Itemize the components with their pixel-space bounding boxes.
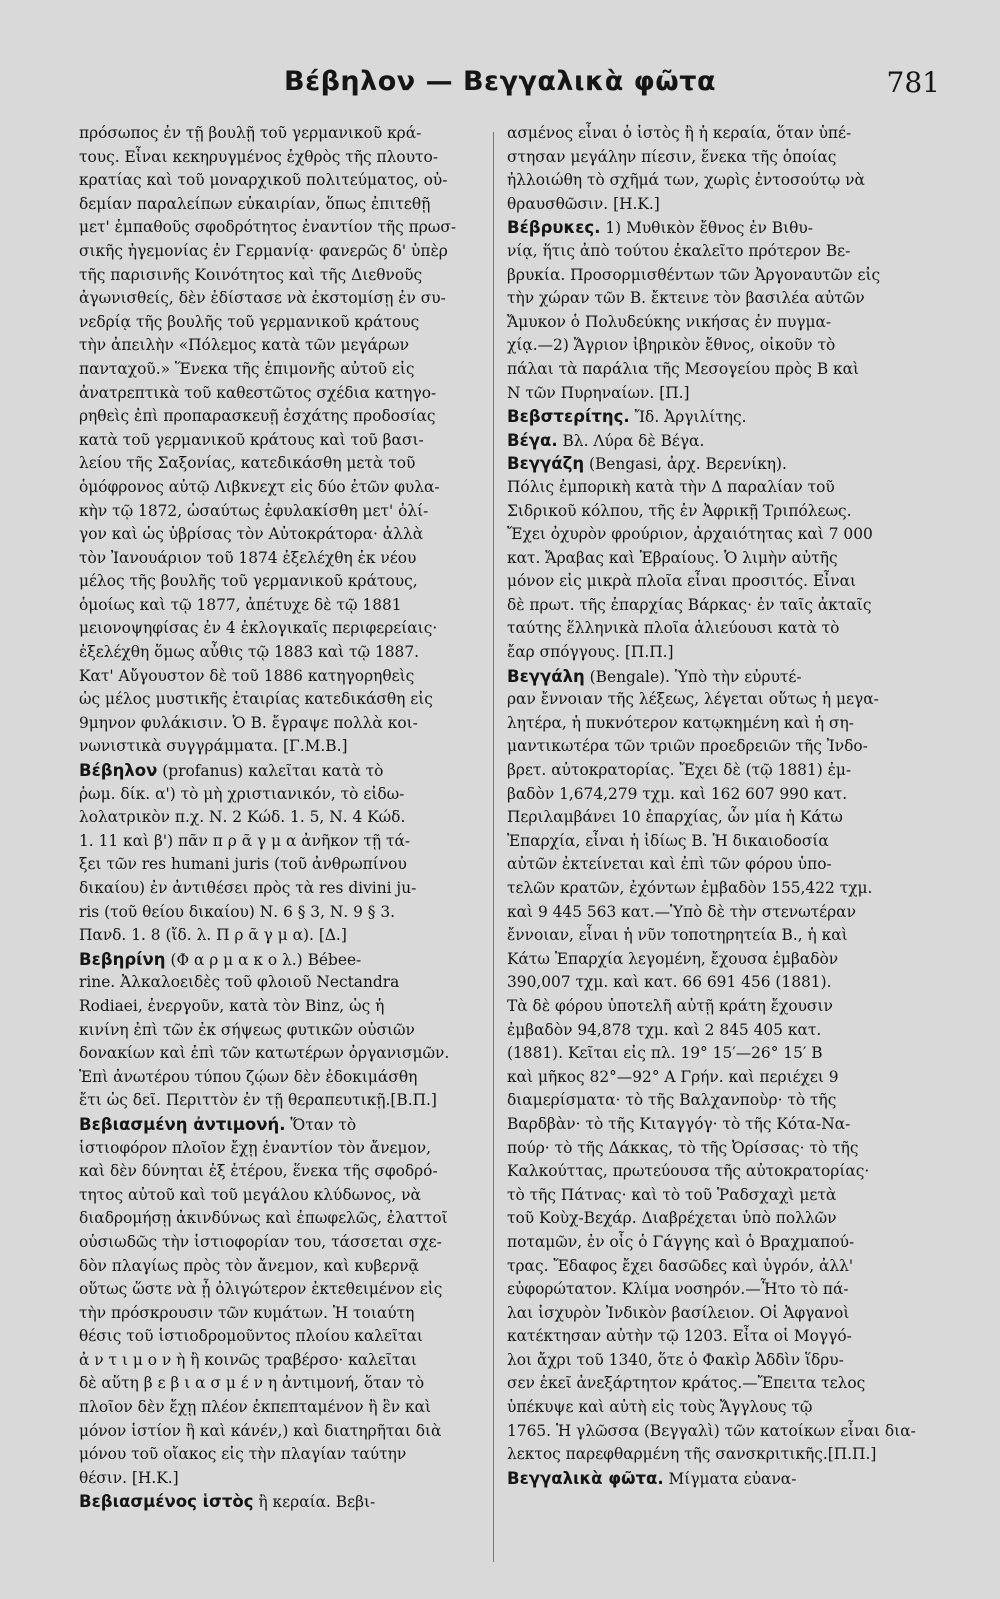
line-text: ἔτι ὡς δεῖ. Περιττὸν ἐν τῇ θεραπευτικῇ.[Β.Π.] [79,1091,437,1110]
line-text: 390,007 τχμ. καὶ κατ. 66 691 456 (1881). [507,973,832,992]
line-text: Κατ' Αὔγουστον δὲ τοῦ 1886 κατηγορηθεὶς [79,666,415,685]
running-title: Βέβηλον — Βεγγαλικὰ φῶτα [283,66,717,97]
right-column-line [507,500,925,524]
line-text: οὕτως ὥστε νὰ ᾖ ὀλιγώτερον ἐκτεθειμένον εἰς [79,1280,443,1299]
line-text: ἀνατρεπτικὰ τοῦ καθεστῶτος σχέδια κατηγο- [79,383,437,402]
right-column-line [507,1137,925,1161]
line-text: 1) Μυθικὸν ἔθνος ἐν Βιθυ- [600,219,813,238]
left-column-line [79,971,497,995]
right-column-line [507,476,925,500]
left-column-line [79,783,497,807]
right-column-line [507,1160,925,1184]
line-text: ταύτης ἕλληνικὰ πλοῖα ἁλιεύουσι κατὰ τὸ [507,619,840,638]
line-text: θέσις τοῦ ἱστιοδρομοῦντος πλοίου καλεῖται [79,1327,423,1346]
left-column-line [79,1325,497,1349]
line-text: ἀ ν τ ι μ ο ν ὴ ἢ κοινῶς τραβέρσο· καλεῖται [79,1350,417,1369]
right-column-line [507,1066,925,1090]
line-text: τοῦ Κοὺχ-Βεχάρ. Διαβρέχεται ὑπὸ πολλῶν [507,1209,837,1228]
right-column-line [507,1467,925,1491]
line-text: πάλαι τὰ παράλια τῆς Μεσογείου πρὸς Β καὶ [507,359,860,378]
right-column-line [507,240,925,264]
line-text: Περιλαμβάνει 10 ἐπαρχίας, ὧν μία ἡ Κάτω [507,808,843,827]
line-text: ὁμοίως καὶ τῷ 1877, ἀπέτυχε δὲ τῷ 1881 [79,595,402,614]
line-text: Ὅταν τὸ [285,1115,357,1134]
line-text: τελῶν κρατῶν, ἐχόντων ἐμβαδὸν 155,422 τχμ. [507,879,873,897]
entry-headword: Βεβιασμένη ἀντιμονή. [79,1114,286,1134]
entry-headword: Βεγγάζη [507,454,585,474]
left-column-line [79,1396,497,1420]
line-text: σικῆς ἡγεμονίας ἐν Γερμανίᾳ· φανερῶς δ' ὑπὲρ [79,241,448,260]
right-column-line [507,216,925,240]
line-text: ἔαρ σπόγγους. [Π.Π.] [507,643,674,662]
left-column-line [79,1467,497,1491]
right-column-line [507,287,925,311]
line-text: Τὰ δὲ φόρου ὑποτελῆ αὐτῇ κράτη ἔχουσιν [507,996,833,1015]
line-text: 1. 11 καὶ β') πᾶν π ρ ᾶ γ μ α ἀνῆκον τῇ τά- [79,831,411,850]
left-column-line [79,216,497,240]
line-text: Κάτω Ἐπαρχία λεγομένη, ἔχουσα ἐμβαδὸν [507,949,839,968]
line-text: καὶ δὲν δύνηται ἐξ ἑτέρου, ἕνεκα τῆς σφοδρό- [79,1162,438,1181]
line-text: (Bengasi, ἀρχ. Βερενίκη). [584,455,787,474]
right-column-line [507,665,925,689]
left-column-line [79,287,497,311]
left-column-line [79,712,497,736]
entry-headword: Βέβρυκες. [507,218,601,238]
left-column-line [79,311,497,335]
line-text: δὸν πλαγίως πρὸς τὸν ἄνεμον, καὶ κυβερνᾷ [79,1256,420,1275]
line-text: χίᾳ.—2) Ἄγριον ἰβηρικὸν ἔθνος, οἰκοῦν τὸ [507,336,836,355]
line-text: ἀγωνισθείς, δὲν ἐδίστασε νὰ ἐκστομίσῃ ἐν συ- [79,289,446,308]
line-text: μόνον εἰς μικρὰ πλοῖα εἶναι προσιτός. Εἶναι [507,572,856,591]
right-column-line [507,759,925,783]
line-text: Ἐπαρχία, εἶναι ἡ ἰδίως Β. Ἡ δικαιοδοσία [507,831,829,850]
line-text: μετ' ἐμπαθοῦς σφοδρότητος ἐναντίον τῆς πρωσ- [79,218,457,237]
right-column-line [507,334,925,358]
line-text: δεμίαν παραλείπων εὐκαιρίαν, ὅπως ἐπιτεθῇ [79,194,431,213]
entry-headword: Βέγα. [507,430,558,450]
right-column-line [507,735,925,759]
left-column-line [79,405,497,429]
line-text: 1765. Ἡ γλῶσσα (Βεγγαλὶ) τῶν κατοίκων εἶναι δια- [507,1421,916,1440]
right-column-line [507,547,925,571]
left-column-line [79,452,497,476]
line-text: θραυσθῶσιν. [Η.Κ.] [507,194,660,213]
line-text: Βαρδβὰν· τὸ τῆς Κιταγγόγ· τὸ τῆς Κότα-Να- [507,1114,851,1133]
left-column-line [79,806,497,830]
left-column-line [79,1420,497,1444]
left-column-line [79,1207,497,1231]
line-text: ἔννοιαν, εἶναι ἡ νῦν τοποτηρητεία Β., ἡ καὶ [507,926,848,945]
left-column-line [79,523,497,547]
right-column-line [507,877,925,901]
right-column-line [507,1443,925,1467]
left-column-line [79,429,497,453]
line-text: Βλ. Λύρα δὲ Βέγα. [557,431,705,450]
entry-headword: Βέβηλον [79,761,158,781]
right-column-line [507,193,925,217]
line-text: Rodiaei, ἐνεργοῦν, κατὰ τὸν Binz, ὡς ἡ [79,996,385,1015]
right-column-line [507,452,925,476]
line-text: εὐφορώτατον. Κλίμα νοσηρόν.—Ἦτο τὸ πά- [507,1280,849,1299]
line-text: ρηθεὶς ἐπὶ προπαρασκευῇ ἐσχάτης προδοσίας [79,407,436,426]
page-number: 781 [886,66,940,99]
line-text: καὶ 9 445 563 κατ.—Ὑπὸ δὲ τὴν στενωτέραν [507,902,856,921]
line-text: ἢ κεραία. Βεβι- [253,1493,376,1512]
line-text: τους. Εἶναι κεκηρυγμένος ἐχθρὸς τῆς πλουτο- [79,147,439,166]
right-column-line [507,1396,925,1420]
left-column-line [79,995,497,1019]
line-text: Ἄμυκον ὁ Πολυδεύκης νικήσας ἐν πυγμα- [507,312,832,331]
left-column-line [79,1302,497,1326]
left-column [79,122,497,1514]
line-text: μόνου τοῦ οἴακος εἰς τὴν πλαγίαν ταύτην [79,1445,407,1464]
right-column-line [507,901,925,925]
line-text: κὴν τῷ 1872, ὡσαύτως ἐφυλακίσθη μετ' ὀλί- [79,501,429,520]
right-column-line [507,1207,925,1231]
line-text: λολατρικὸν π.χ. Ν. 2 Κώδ. 1. 5, Ν. 4 Κώδ. [79,808,406,827]
left-column-line [79,146,497,170]
line-text: λείου τῆς Σαξονίας, κατεδικάσθη μετὰ τοῦ [79,454,416,473]
left-column-line [79,264,497,288]
line-text: τὴν χώραν τῶν Β. ἔκτεινε τὸν βασιλέα αὐτῶν [507,289,865,308]
line-text: ραν ἔννοιαν τῆς λέξεως, λέγεται οὕτως ἡ μεγα- [507,690,879,709]
left-column-line [79,240,497,264]
line-text: ασμένος εἶναι ὁ ἱστὸς ἢ ἡ κεραία, ὅταν ὑπέ- [507,124,852,142]
line-text: βρυκία. Προσορμισθέντων τῶν Ἀργοναυτῶν εἰς [507,265,881,284]
line-text: λεκτος παρεφθαρμένη τῆς σανσκριτικῆς.[Π.Π.] [507,1445,877,1464]
line-text: βαδὸν 1,674,279 τχμ. καὶ 162 607 990 κατ. [507,784,848,803]
right-column-line [507,169,925,193]
right-column-line [507,382,925,406]
right-column-line [507,1184,925,1208]
line-text: δὲ πρωτ. τῆς ἐπαρχίας Βάρκας· ἐν ταῖς ἀκταῖς [507,595,872,614]
line-text: αὐτῶν ἐκτείνεται καὶ ἐπὶ τῶν φόρου ὑπο- [507,855,832,874]
left-column-line [79,1042,497,1066]
right-column-line [507,1325,925,1349]
line-text: ἠλλοιώθη τὸ σχῆμά των, χωρὶς ἐντοσούτῳ νὰ [507,171,865,190]
left-column-line [79,877,497,901]
left-column-line [79,1089,497,1113]
left-column-line [79,1019,497,1043]
right-column-line [507,570,925,594]
left-column-line [79,901,497,925]
line-text: ὡς μέλος μυστικῆς ἑταιρίας κατεδικάσθη εἰς [79,690,433,709]
line-text: λοι ἄχρι τοῦ 1340, ὅτε ὁ Φακὶρ Ἀδδὶν ἵδρυ- [507,1350,844,1369]
line-text: τὸν Ἰανουάριον τοῦ 1874 ἐξελέχθη ἐκ νέου [79,548,417,567]
line-text: δὲ αὕτη β ε β ι α σ μ έ ν η ἀντιμονή, ὅταν τὸ [79,1374,425,1393]
line-text: ῥωμ. δίκ. α') τὸ μὴ χριστιανικόν, τὸ εἰδω- [79,784,405,803]
line-text: ποταμῶν, ἐν οἷς ὁ Γάγγης καὶ ὁ Βραχμαπού- [507,1232,855,1251]
line-text: διαμερίσματα· τὸ τῆς Βαλχανποὺρ· τὸ τῆς [507,1091,837,1110]
left-column-line [79,1372,497,1396]
left-column-line [79,1255,497,1279]
left-column-line [79,924,497,948]
line-text: Ν τῶν Πυρηναίων. [Π.] [507,383,690,402]
entry-headword: Βεγγαλικὰ φῶτα. [507,1468,664,1488]
line-text: (profanus) καλεῖται κατὰ τὸ [157,762,384,781]
right-column-line [507,122,925,146]
line-text: κατέκτησαν αὐτὴν τῷ 1203. Εἶτα οἱ Μογγό- [507,1327,852,1346]
left-column-line [79,665,497,689]
line-text: τητος αὐτοῦ καὶ τοῦ μεγάλου κλύδωνος, νὰ [79,1185,421,1204]
left-column-line [79,688,497,712]
right-column-line [507,358,925,382]
entry-headword: Βεβιασμένος ἱστὸς [79,1492,254,1512]
right-column-line [507,523,925,547]
line-text: πλοῖον δὲν ἔχῃ πλέον ἐκπεπταμένον ἢ ἓν καὶ [79,1398,432,1417]
line-text: κινίνη ἐπὶ τῶν ἐκ σήψεως φυτικῶν οὐσιῶν [79,1020,415,1039]
entry-headword: Βεβηρίνη [79,949,166,969]
line-text: Πόλις ἐμπορικὴ κατὰ τὴν Δ παραλίαν τοῦ [507,477,835,496]
line-text: θέσιν. [Η.Κ.] [79,1468,179,1487]
line-text: σεν ἐκεῖ ἀνεξάρτητον κράτος.—Ἔπειτα τελος [507,1374,866,1393]
line-text: ἐξελέχθη ὅμως αὖθις τῷ 1883 καὶ τῷ 1887. [79,643,420,662]
right-column-line [507,146,925,170]
line-text: rine. Ἀλκαλοειδὲς τοῦ φλοιοῦ Nectandra [79,973,400,992]
right-column-line [507,1302,925,1326]
line-text: Ἐπὶ ἀνωτέρου τύπου ζῴων δὲν ἐδοκιμάσθη [79,1067,418,1086]
line-text: (Φ α ρ μ α κ ο λ.) Bébee- [165,950,362,969]
line-text: Μίγματα εὐανα- [663,1469,797,1488]
right-column-line [507,1019,925,1043]
column-divider [493,132,494,1562]
left-column-line [79,476,497,500]
line-text: καὶ μῆκος 82°—92° Α Γρήν. καὶ περιέχει 9 [507,1067,839,1086]
left-column-line [79,1066,497,1090]
right-column-line [507,641,925,665]
left-column-line [79,1349,497,1373]
line-text: Ἴδ. Ἀργιλίτης. [629,408,747,427]
left-column-line [79,1278,497,1302]
right-column-line [507,1420,925,1444]
right-column-line [507,806,925,830]
left-column-line [79,1443,497,1467]
line-text: πούρ· τὸ τῆς Δάκκας, τὸ τῆς Ὀρίσσας· τὸ τῆς [507,1138,859,1157]
left-column-line [79,641,497,665]
right-column-line [507,830,925,854]
line-text: οὐσιωδῶς τὴν ἱστιοφορίαν του, τάσσεται σχε- [79,1232,442,1251]
right-column-line [507,1349,925,1373]
left-column-line [79,334,497,358]
left-column-line [79,382,497,406]
right-column-line [507,311,925,335]
right-column-line [507,688,925,712]
entry-headword: Βεγγάλη [507,666,585,686]
left-column-line [79,193,497,217]
line-text: μειονοψηφίσας ἐν 4 ἐκλογικαῖς περιφερείαις· [79,619,438,638]
line-text: πανταχοῦ.» Ἕνεκα τῆς ἐπιμονῆς αὐτοῦ εἰς [79,359,415,378]
line-text: νίᾳ, ἥτις ἀπὸ τούτου ἐκαλεῖτο πρότερον Βε- [507,241,851,260]
right-column-line [507,712,925,736]
line-text: μαντικωτέρα τῶν τριῶν προεδρειῶν τῆς Ἰνδο- [507,737,868,756]
right-column-line [507,405,925,429]
left-column-line [79,735,497,759]
left-column-line [79,1160,497,1184]
left-column-line [79,759,497,783]
left-column-line [79,122,497,146]
right-column-line [507,594,925,618]
right-column [507,122,925,1490]
left-column-line [79,948,497,972]
line-text: Σιδρικοῦ κόλπου, τῆς ἐν Ἀφρικῇ Τριπόλεως. [507,501,852,520]
left-column-line [79,1490,497,1514]
left-column-line [79,547,497,571]
line-text: λαι ἰσχυρὸν Ἰνδικὸν βασίλειον. Οἱ Ἀφγανοὶ [507,1303,850,1322]
line-text: κατ. Ἄραβας καὶ Ἑβραίους. Ὁ λιμὴν αὐτῆς [507,548,838,567]
left-column-line [79,358,497,382]
left-column-line [79,1137,497,1161]
line-text: ἱστιοφόρον πλοῖον ἔχῃ ἐναντίον τὸν ἄνεμον, [79,1138,432,1157]
line-text: πρόσωπος ἐν τῇ βουλῇ τοῦ γερμανικοῦ κρά- [79,124,422,142]
left-column-line [79,500,497,524]
line-text: νεδρίᾳ τῆς βουλῆς τοῦ γερμανικοῦ κράτους [79,312,420,331]
line-text: ξει τῶν res humani juris (τοῦ ἀνθρωπίνου [79,855,407,874]
line-text: ἐμβαδὸν 94,878 τχμ. καὶ 2 845 405 κατ. [507,1020,822,1039]
page-header [60,60,940,108]
line-text: κρατίας καὶ τοῦ μοναρχικοῦ πολιτεύματος, οὐ- [79,171,448,190]
line-text: στησαν μεγάλην πίεσιν, ἕνεκα τῆς ὁποίας [507,147,837,166]
right-column-line [507,1231,925,1255]
line-text: ὁμόφρονος αὐτῷ Λιβκνεχτ εἰς δύο ἐτῶν φυλα- [79,477,440,496]
line-text: δικαίου) ἐν ἀντιθέσει πρὸς τὰ res divini ju- [79,879,417,897]
left-column-line [79,853,497,877]
line-text: τὴν ἀπειλὴν «Πόλεμος κατὰ τῶν μεγάρων [79,336,409,355]
line-text: λητέρα, ἡ πυκνότερον κατῳκημένη καὶ ἡ ση- [507,713,854,732]
line-text: μέλος τῆς βουλῆς τοῦ γερμανικοῦ κράτους, [79,572,418,591]
right-column-line [507,264,925,288]
right-column-line [507,995,925,1019]
right-column-line [507,1042,925,1066]
left-column-line [79,1231,497,1255]
line-text: (Bengale). Ὑπὸ τὴν εὐρυτέ- [584,667,802,686]
line-text: τὸ τῆς Πάτνας· καὶ τὸ τοῦ Ῥαδσχαχὶ μετὰ [507,1185,837,1204]
right-column-line [507,1113,925,1137]
line-text: Καλκούττας, πρωτεύουσα τῆς αὐτοκρατορίας· [507,1162,870,1181]
line-text: τὴν πρόσκρουσιν τῶν κυμάτων. Ἡ τοιαύτη [79,1303,415,1322]
right-column-line [507,1372,925,1396]
line-text: διαδρομήσῃ ἀκινδύνως καὶ ἐπωφελῶς, ἐλαττοῖ [79,1209,448,1228]
right-column-line [507,1089,925,1113]
line-text: ὑπέκυψε καὶ αὐτὴ εἰς τοὺς Ἄγγλους τῷ [507,1398,813,1417]
left-column-line [79,830,497,854]
right-column-line [507,1278,925,1302]
entry-headword: Βεβστερίτης. [507,407,630,427]
right-column-line [507,924,925,948]
left-column-line [79,169,497,193]
left-column-line [79,1113,497,1137]
line-text: μόνον ἱστίον ἢ καὶ κάνέν,) καὶ διατηρῆται διὰ [79,1421,442,1440]
right-column-line [507,429,925,453]
line-text: ris (τοῦ θείου δικαίου) Ν. 6 § 3, Ν. 9 § 3. [79,902,396,921]
line-text: δονακίων καὶ ἐπὶ τῶν κατωτέρων ὀργανισμῶν. [79,1044,450,1063]
left-column-line [79,1184,497,1208]
right-column-line [507,783,925,807]
right-column-line [507,1255,925,1279]
left-column-line [79,594,497,618]
right-column-line [507,617,925,641]
line-text: τρας. Ἔδαφος ἔχει δασῶδες καὶ ὑγρόν, ἀλλ' [507,1256,854,1275]
line-text: Πανδ. 1. 8 (ἴδ. λ. Π ρ ᾶ γ μ α). [Δ.] [79,926,347,945]
line-text: (1881). Κεῖται εἰς πλ. 19° 15′—26° 15′ Β [507,1044,823,1063]
line-text: βρετ. αὐτοκρατορίας. Ἔχει δὲ (τῷ 1881) ἐμ- [507,761,852,780]
left-column-line [79,570,497,594]
right-column-line [507,971,925,995]
right-column-line [507,853,925,877]
line-text: κατὰ τοῦ γερμανικοῦ κράτους καὶ τοῦ βασι- [79,430,424,449]
left-column-line [79,617,497,641]
line-text: νωνιστικὰ συγγράμματα. [Γ.Μ.Β.] [79,737,348,756]
line-text: 9μηνον φυλάκισιν. Ὁ Β. ἔγραψε πολλὰ κοι- [79,713,418,732]
line-text: τῆς παρισινῆς Κοινότητος καὶ τῆς Διεθνοῦς [79,265,423,284]
line-text: γον καὶ ὡς ὑβρίσας τὸν Αὐτοκράτορα· ἀλλὰ [79,525,424,544]
right-column-line [507,948,925,972]
line-text: Ἔχει ὀχυρὸν φρούριον, ἀρχαιότητας καὶ 7 000 [507,525,873,544]
